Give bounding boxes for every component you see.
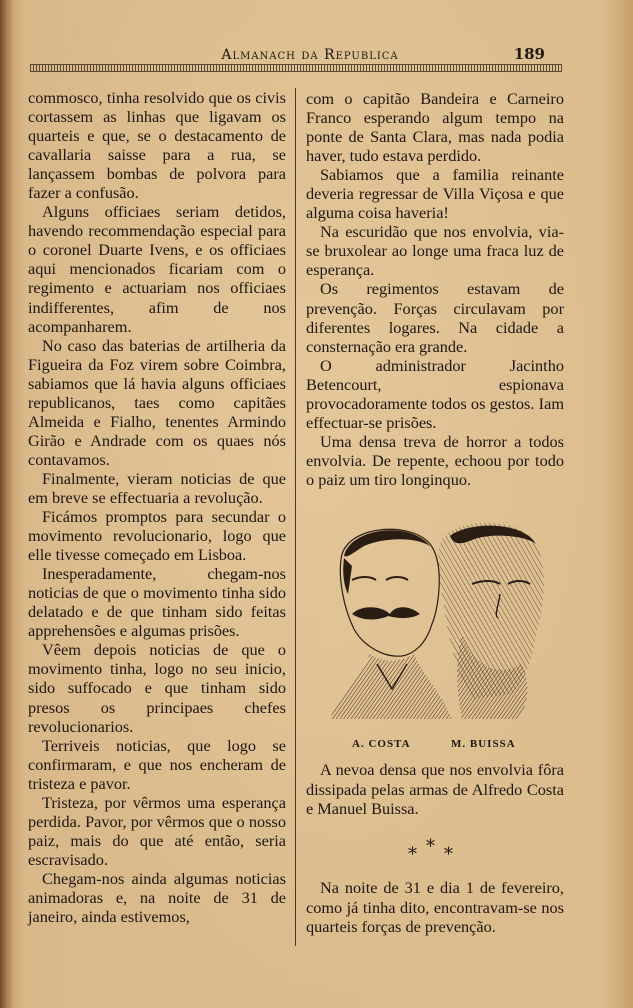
final-paragraph: Na noite de 31 e dia 1 de fevereiro, como já tinha dito, encontravam-se nos quarteis forças de prevenção. — [306, 878, 564, 936]
paragraph: Vêem depois noticias de que o movimento tinha, logo no seu inicio, sido suffocado e que tinham sido presos os principaes chefes revolucionarios. — [28, 640, 286, 736]
separator-star: * — [444, 844, 453, 865]
paragraph: Sabiamos que a familia reinante deveria regressar de Villa Viçosa e que alguma coisa haveria! — [306, 165, 564, 223]
paragraph: Terriveis noticias, que logo se confirmaram, e que nos encheram de tristeza e pavor. — [28, 735, 286, 793]
paragraph: Tristeza, por vêrmos uma esperança perdida. Pavor, por vêrmos que o nosso paiz, mais do que até então, seria escravisado. — [28, 792, 286, 869]
portrait-caption-left: A. COSTA — [352, 738, 411, 750]
portrait-engraving — [322, 514, 554, 726]
separator-star: * — [426, 836, 435, 857]
separator-star: * — [408, 844, 417, 865]
paragraph: com o capitão Bandeira e Carneiro Franco esperando algum tempo na ponte de Santa Clara, mas nada podia haver, tudo estava perdido. — [306, 89, 564, 166]
paragraph: Os regimentos estavam de prevenção. Forças circulavam por diferentes logares. Na cidade a consternação era grande. — [306, 279, 564, 356]
caption-paragraph: A nevoa densa que nos envolvia fôra dissipada pelas armas de Alfredo Costa e Manuel Buissa. — [306, 760, 564, 818]
page-number: 189 — [513, 45, 545, 63]
portrait-caption-right: M. BUISSA — [451, 738, 516, 750]
section-separator — [400, 836, 470, 866]
paragraph: Ficámos promptos para secundar o movimento revolucionario, logo que elle tivesse começado em Lisboa. — [28, 507, 286, 565]
running-title: Almanach da Republica — [221, 47, 399, 63]
left-column — [28, 88, 286, 926]
portrait-right — [438, 523, 543, 719]
paragraph: Na escuridão que nos envolvia, via-se bruxolear ao longe uma fraca luz de esperança. — [306, 222, 564, 280]
paragraph: O administrador Jacintho Betencourt, espionava provocadoramente todos os gestos. Iam effectuar-se prisões. — [306, 355, 564, 432]
paragraph: Finalmente, vieram noticias de que em breve se effectuaria a revolução. — [28, 468, 286, 507]
paragraph: Chegam-nos ainda algumas noticias animadoras e, na noite de 31 de janeiro, ainda estivemos, — [28, 868, 286, 927]
paragraph: No caso das baterias de artilheria da Figueira da Foz virem sobre Coimbra, sabiamos que lá havia alguns officiaes republicanos, taes como capitães Almeida e Fialho, tenentes Armindo Girão e Andrade com os quaes nós contavamos. — [28, 335, 286, 469]
paragraph: Alguns officiaes seriam detidos, havendo recommendação especial para o coronel Duarte Ivens, e os officiaes aqui mencionados ficariam com o regimento e actuariam nos officiaes indifferentes, afim de nos acompanharem. — [28, 202, 286, 336]
paragraph: Uma densa treva de horror a todos envolvia. De repente, echoou por todo o paiz um tiro longinquo. — [306, 431, 564, 489]
header-rule — [30, 64, 562, 72]
portrait-left — [330, 529, 452, 719]
paragraph: commosco, tinha resolvido que os civis cortassem as linhas que ligavam os quarteis e que, se o destacamento de cavallaria saisse para a rua, se lançassem bombas de polvora para fazer a confusão. — [28, 88, 286, 203]
right-column — [306, 89, 564, 489]
column-divider — [295, 88, 296, 946]
paragraph: Inesperadamente, chegam-nos noticias de que o movimento tinha sido delatado e de que tinham sido feitas apprehensões e algumas prisões. — [28, 564, 286, 641]
